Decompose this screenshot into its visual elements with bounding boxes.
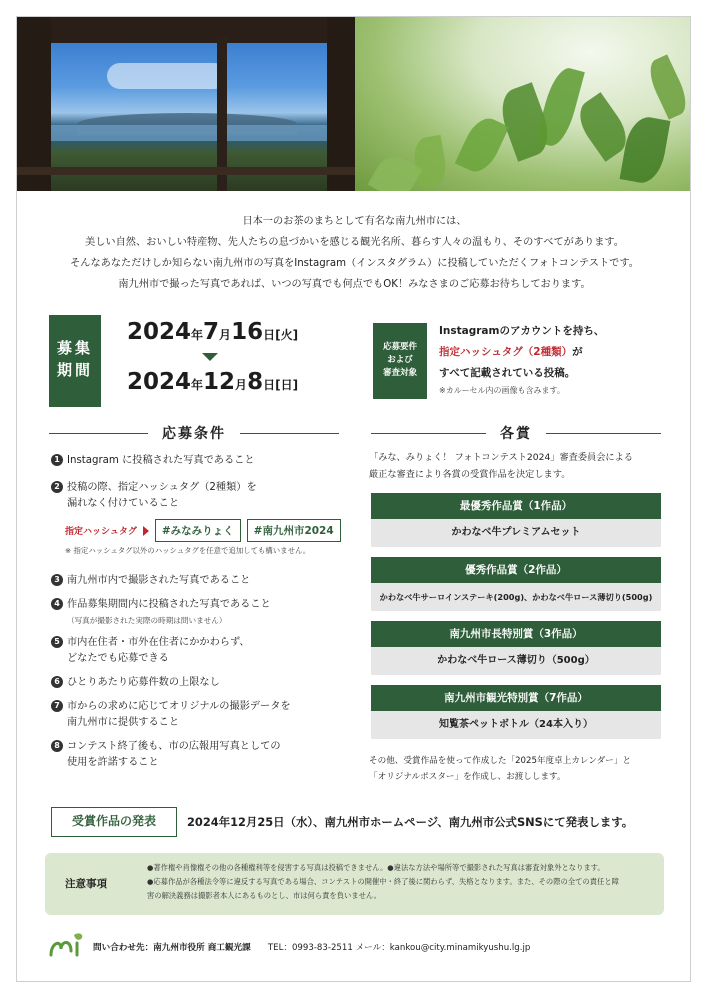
footer: [47, 927, 667, 963]
intro-line: 美しい自然、おいしい特産物、先人たちの息づかいを感じる観光名所、暮らす人々の温もり、そのすべてがあります。: [85, 237, 624, 248]
contact-info: 問い合わせ先：南九州市役所 商工観光課 TEL：0993-83-2511 メール：kankou@city.minamikyushu.lg.jp: [93, 943, 531, 953]
result-text: 2024年12月25日（水）、南九州市ホームページ、南九州市公式SNSにて発表します。: [187, 815, 634, 829]
intro-line: そんなあなただけしか知らない南九州市の写真をInstagram（インスタグラム）に投稿していただくフォトコンテストです。: [70, 258, 639, 269]
poster: [16, 16, 691, 982]
awards-heading: 各賞: [371, 423, 661, 443]
award-mayor-special: 南九州市長特別賞（3作品） かわなべ牛ロース薄切り（500g）: [371, 621, 661, 675]
period-end-date: 2024年12月8日[日]: [127, 369, 299, 395]
awards-intro: 「みな、みりょく！ フォトコンテスト2024」審査委員会による 厳正な審査により各賞の受賞作品を決定します。: [369, 452, 633, 480]
city-logo-icon: [47, 929, 87, 961]
condition-item: 7 市からの求めに応じてオリジナルの撮影データを 南九州市に提供すること: [51, 699, 351, 731]
condition-item: 6 ひとりあたり応募件数の上限なし: [51, 675, 351, 691]
notes-panel: [45, 853, 664, 915]
awards-outro: その他、受賞作品を使って作成した「2025年度卓上カレンダー」と 「オリジナルポスター」を作成し、お渡しします。: [369, 756, 631, 782]
condition-item: 8 コンテスト終了後も、市の広報用写真としての 使用を許諾すること: [51, 739, 351, 771]
arrow-right-icon: [143, 526, 149, 536]
requirements-text: Instagramのアカウントを持ち、 指定ハッシュタグ（2種類）が すべて記載されている投稿。 ※カルーセル内の画像も含みます。: [439, 325, 605, 395]
hashtag-chip: #南九州市2024: [247, 519, 341, 542]
viewpoint-photo: [17, 17, 355, 191]
hashtag-chip: #みなみりょく: [155, 519, 241, 542]
notes-label: 注意事項: [65, 878, 107, 890]
award-excellence: 優秀作品賞（2作品） かわなべ牛サーロインステーキ(200g)、かわなべ牛ロース薄切り(500g): [371, 557, 661, 611]
hero-photos: [17, 17, 691, 191]
award-tourism-special: 南九州市観光特別賞（7作品） 知覧茶ペットボトル（24本入り）: [371, 685, 661, 739]
award-grand-prize: 最優秀作品賞（1作品） かわなべ牛プレミアムセット: [371, 493, 661, 547]
notes-text: ●著作権や肖像権その他の各種権利等を侵害する写真は投稿できません。●違法な方法や場所等で撮影された写真は審査対象外となります。 ●応募作品が各種法令等に違反する写真である場合、コンテストの開催中・終了後に関わらず、失格となります。また、その際の全ての責任と障 害の解決義務は撮影者本人にあるものとし、市は何ら責を負いません。: [147, 863, 619, 900]
intro-line: 南九州市で撮った写真であれば、いつの写真でも何点でもOK！みなさまのご応募お待ちしております。: [118, 279, 591, 290]
result-label: 受賞作品の発表: [51, 807, 177, 837]
hashtag-note: ※ 指定ハッシュタグ以外のハッシュタグを任意で追加しても構いません。: [65, 546, 311, 555]
period-label: 募集 期間: [49, 315, 101, 407]
condition-item: 2 投稿の際、指定ハッシュタグ（2種類）を 漏れなく付けていること: [51, 480, 351, 512]
hashtag-row: 指定ハッシュタグ #みなみりょく #南九州市2024: [65, 519, 341, 542]
conditions-heading: 応募条件: [49, 423, 339, 443]
condition-item: 4 作品募集期間内に投稿された写真であること （写真が撮影された実際の時期は問いません）: [51, 597, 351, 629]
intro-text: [17, 211, 691, 295]
condition-item: 5 市内在住者・市外在住者にかかわらず、 どなたでも応募できる: [51, 635, 351, 667]
condition-item: 1 Instagram に投稿された写真であること: [51, 453, 351, 469]
intro-line: 日本一のお茶のまちとして有名な南九州市には、: [242, 216, 467, 227]
condition-item: 3 南九州市内で撮影された写真であること: [51, 573, 351, 589]
arrow-down-icon: [202, 353, 218, 361]
contact-mail[interactable]: メール：kankou@city.minamikyushu.lg.jp: [355, 943, 531, 953]
period-start-date: 2024年7月16日[火]: [127, 319, 299, 345]
requirements-label: 応募要件 および 審査対象: [373, 323, 427, 399]
tea-leaves-photo: [355, 17, 691, 191]
